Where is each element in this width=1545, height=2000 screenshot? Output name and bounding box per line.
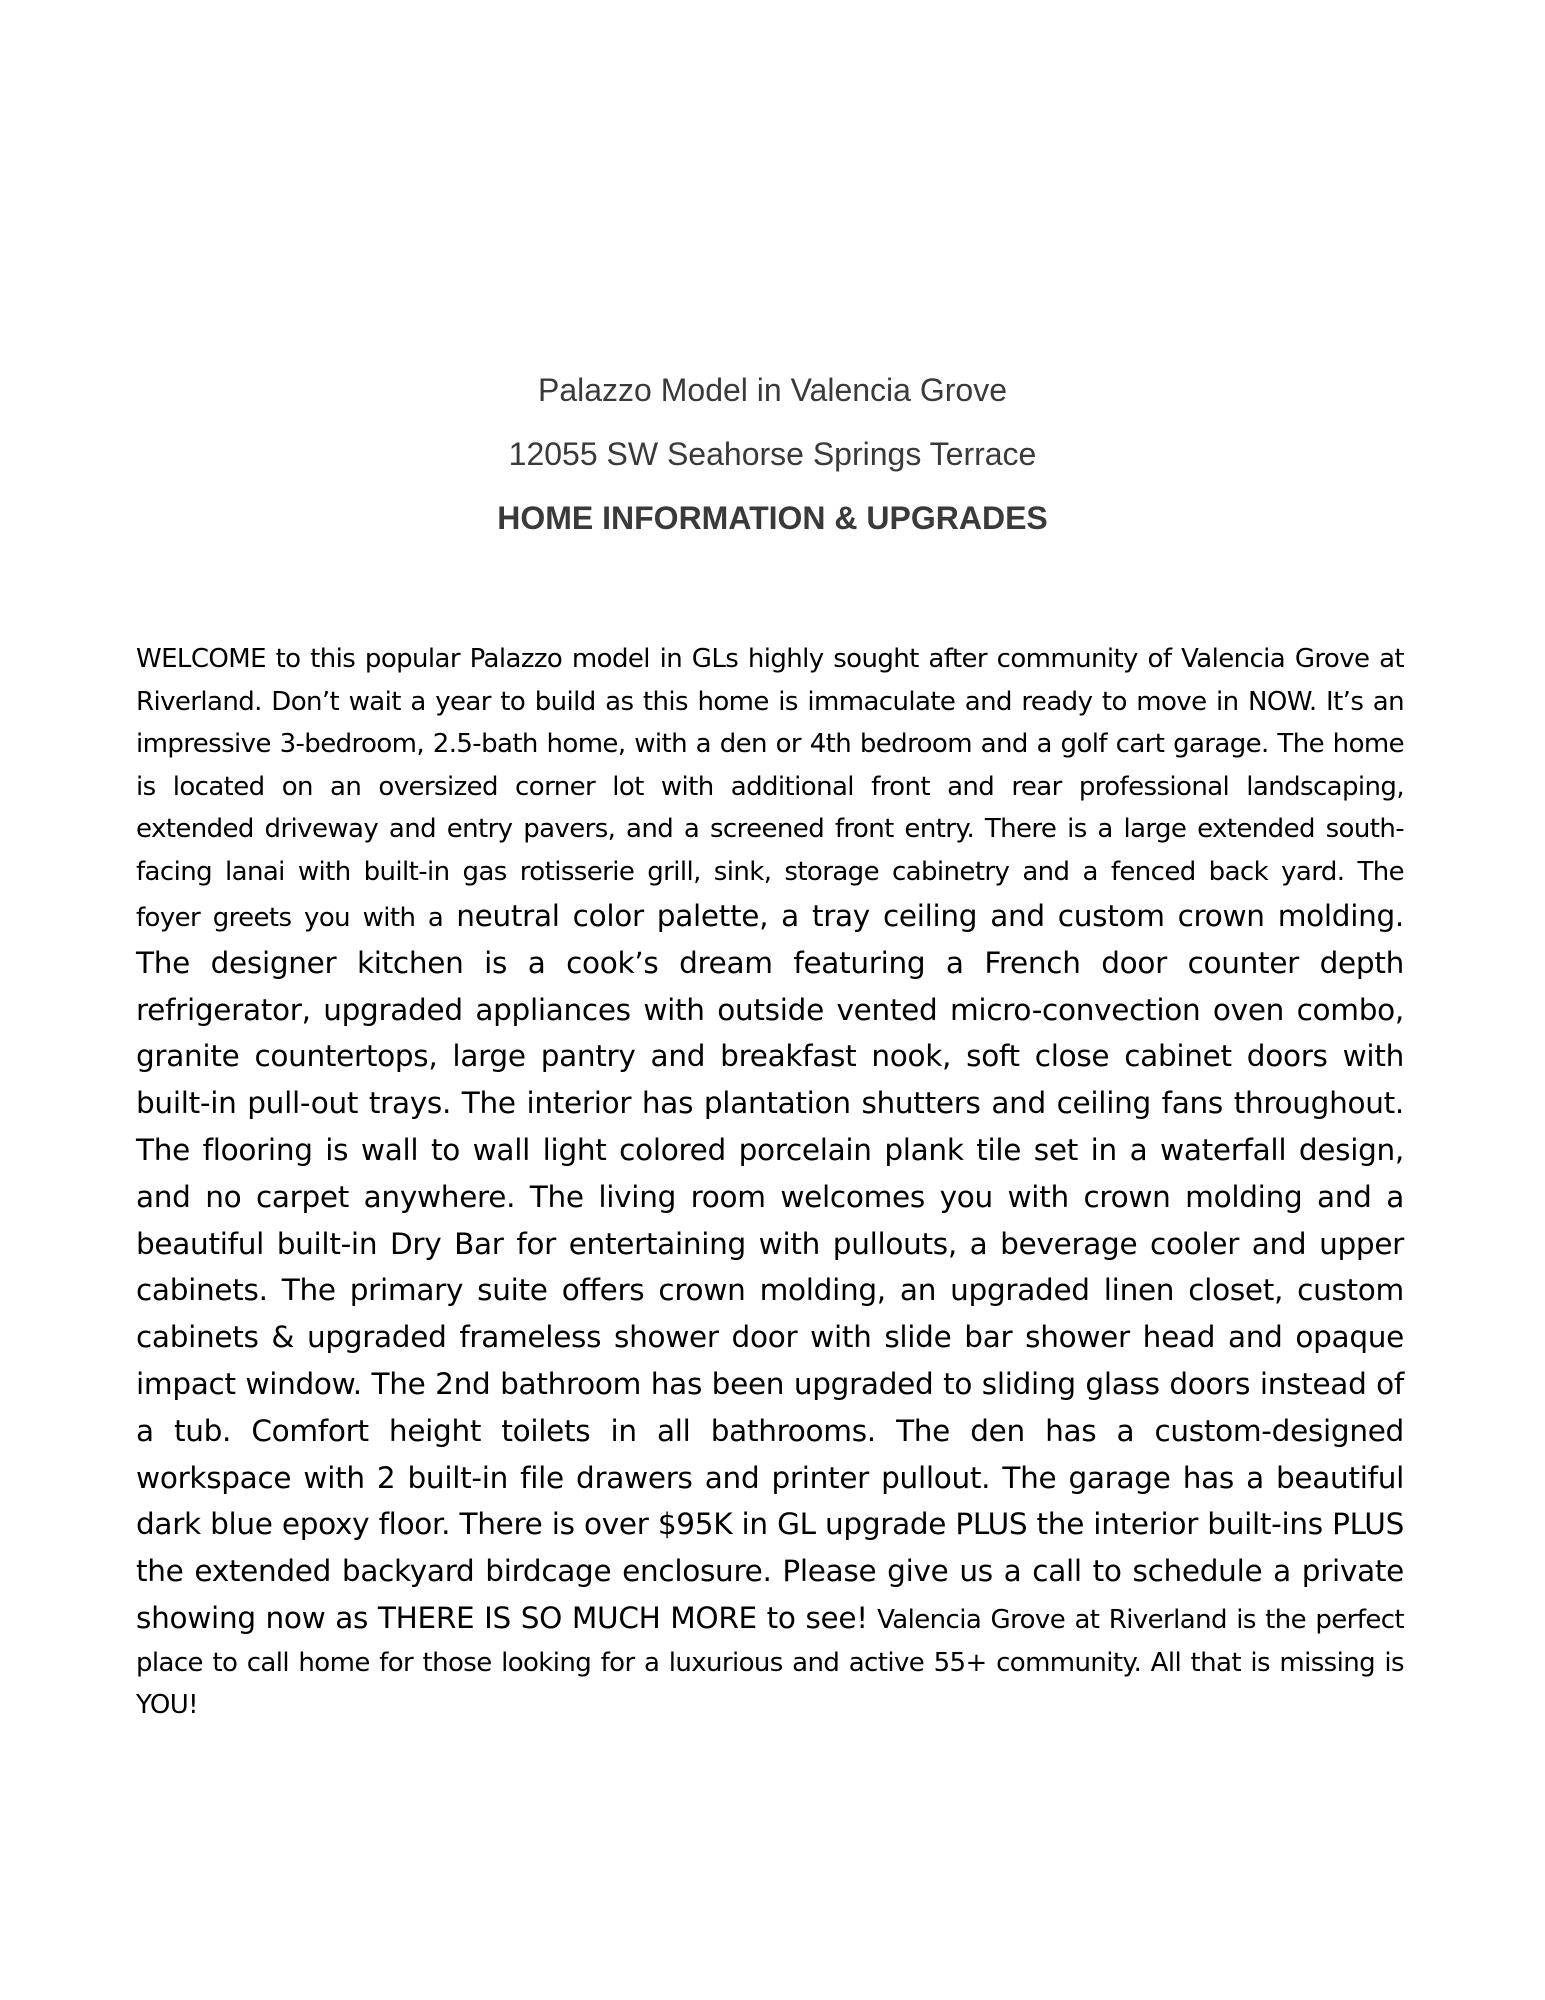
- section-heading: HOME INFORMATION & UPGRADES: [497, 500, 1048, 536]
- description-closing: Valencia Grove at Riverland is the perfect place to call home for those looking for a luxurious and active 55+ community. All that is missing is YOU!: [136, 1604, 1405, 1721]
- model-title: Palazzo Model in Valencia Grove: [538, 372, 1007, 408]
- document-header: [0, 370, 1545, 562]
- description-intro: WELCOME to this popular Palazzo model in GLs highly sought after community of Valencia Grove at Riverland. Don’t wait a year to build as this home is immaculate and ready to move in NOW. It’s an impressive 3-bedroom, 2.5-bath home, with a den or 4th bedroom and a golf cart garage. The home is located on an oversized corner lot with additional front and rear professional landscaping, extended driveway and entry pavers, and a screened front entry. There is a large extended south-facing lanai with built-in gas rotisserie grill, sink, storage cabinetry and a fenced back yard. The foyer greets you with a: [136, 644, 1404, 933]
- home-description: [136, 638, 1404, 1727]
- description-details: neutral color palette, a tray ceiling and custom crown molding. The designer kitchen is a cook’s dream featuring a French door counter depth refrigerator, upgraded appliances with outside vented micro-convection oven combo, granite countertops, large pantry and breakfast nook, soft close cabinet doors with built-in pull-out trays. The interior has plantation shutters and ceiling fans throughout. The flooring is wall to wall light colored porcelain plank tile set in a waterfall design, and no carpet anywhere. The living room welcomes you with crown molding and a beautiful built-in Dry Bar for entertaining with pullouts, a beverage cooler and upper cabinets. The primary suite offers crown molding, an upgraded linen closet, custom cabinets & upgraded frameless shower door with slide bar shower head and opaque impact window. The 2nd bathroom has been upgraded to sliding glass doors instead of a tub. Comfort height toilets in all bathrooms. The den has a custom-designed workspace with 2 built-in file drawers and printer pullout. The garage has a beautiful dark blue epoxy floor. There is over $95K in GL upgrade PLUS the interior built-ins PLUS the extended backyard birdcage enclosure. Please give us a call to schedule a private showing now as THERE IS SO MUCH MORE to see!: [136, 899, 1404, 1635]
- property-address: 12055 SW Seahorse Springs Terrace: [508, 436, 1037, 472]
- description-paragraph: [136, 638, 1404, 1727]
